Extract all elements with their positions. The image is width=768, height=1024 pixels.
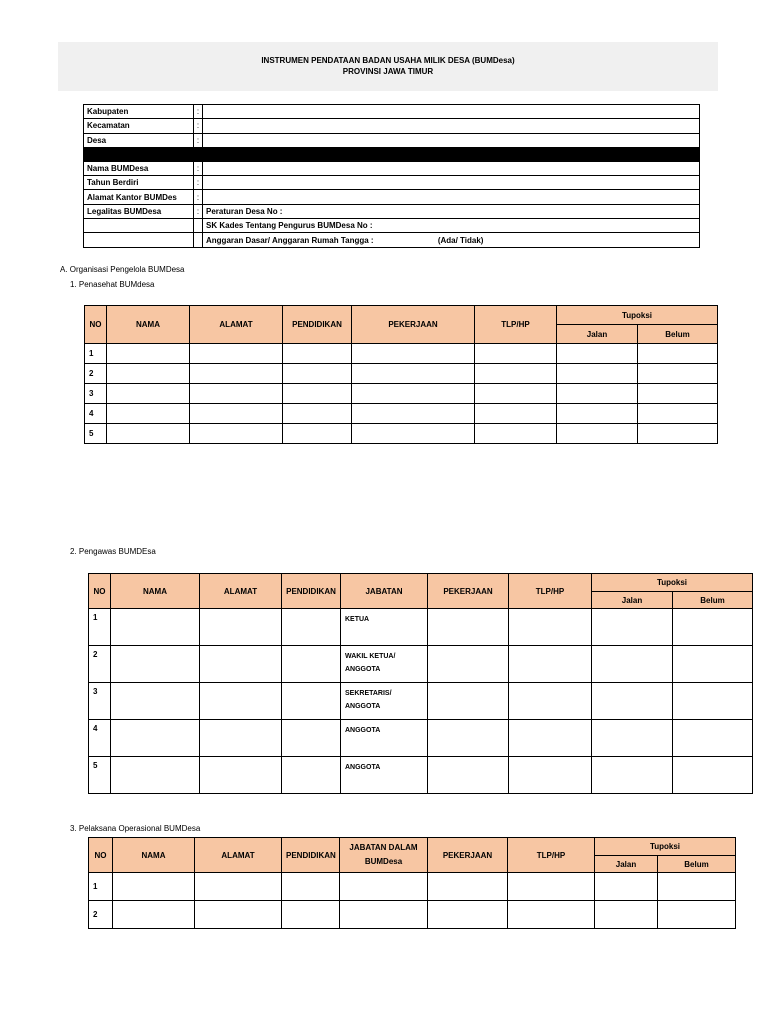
cell-jabatan: [341, 757, 428, 794]
cell-jalan[interactable]: [557, 384, 638, 404]
header-tlp: TLP/HP: [509, 574, 592, 609]
cell-pekerjaan[interactable]: [352, 424, 475, 444]
table-row: [89, 757, 753, 794]
cell-belum[interactable]: [658, 901, 736, 929]
cell-pendidikan[interactable]: [282, 609, 341, 646]
table-row: [89, 646, 753, 683]
cell-pendidikan[interactable]: [283, 384, 352, 404]
cell-belum[interactable]: [638, 344, 718, 364]
cell-pekerjaan[interactable]: [428, 646, 509, 683]
identity-row-sk: [84, 219, 700, 233]
header-no: NO: [85, 306, 107, 344]
penasehat-title: 1. Penasehat BUMdesa: [70, 280, 155, 289]
cell-tlp[interactable]: [508, 901, 595, 929]
cell-alamat[interactable]: [195, 901, 282, 929]
cell-belum[interactable]: [673, 720, 753, 757]
identity-row-kabupaten: [84, 105, 700, 119]
header-alamat: ALAMAT: [190, 306, 283, 344]
cell-nama[interactable]: [107, 384, 190, 404]
field-desa[interactable]: [203, 133, 700, 147]
pengawas-title: 2. Pengawas BUMDEsa: [70, 547, 156, 556]
identity-row-ad: [84, 233, 700, 247]
row-number: 4: [89, 720, 111, 757]
field-tahun-berdiri[interactable]: [203, 176, 700, 190]
colon: :: [194, 105, 203, 119]
cell-alamat[interactable]: [200, 683, 282, 720]
cell-pendidikan[interactable]: [283, 424, 352, 444]
table-header-row: [89, 838, 736, 856]
cell-jabatan: [341, 720, 428, 757]
empty-cell: [194, 233, 203, 247]
label-legalitas: Legalitas BUMDesa: [84, 204, 194, 218]
header-pendidikan: PENDIDIKAN: [283, 306, 352, 344]
cell-pendidikan[interactable]: [282, 720, 341, 757]
field-kecamatan[interactable]: [203, 119, 700, 133]
cell-tlp[interactable]: [509, 646, 592, 683]
cell-jabatan: [341, 683, 428, 720]
identity-row-legalitas: [84, 204, 700, 218]
cell-alamat[interactable]: [200, 609, 282, 646]
colon: :: [194, 161, 203, 175]
cell-tlp[interactable]: [475, 344, 557, 364]
jabatan-line: KETUA: [345, 616, 370, 623]
cell-jalan[interactable]: [592, 609, 673, 646]
header-tlp: TLP/HP: [508, 838, 595, 873]
identity-row-alamat: [84, 190, 700, 204]
identity-row-desa: [84, 133, 700, 147]
separator-bar: [84, 147, 700, 161]
cell-jalan[interactable]: [592, 683, 673, 720]
cell-pendidikan[interactable]: [282, 646, 341, 683]
header-belum: Belum: [673, 592, 753, 609]
table-row: [85, 364, 718, 384]
cell-belum[interactable]: [638, 384, 718, 404]
header-jalan: Jalan: [592, 592, 673, 609]
table-row: [85, 404, 718, 424]
cell-jalan[interactable]: [592, 720, 673, 757]
cell-alamat[interactable]: [190, 404, 283, 424]
document-subtitle: PROVINSI JAWA TIMUR: [342, 67, 434, 76]
header-nama: NAMA: [107, 306, 190, 344]
identity-table: [83, 104, 700, 248]
cell-jalan[interactable]: [557, 424, 638, 444]
cell-alamat[interactable]: [195, 873, 282, 901]
cell-pendidikan[interactable]: [283, 344, 352, 364]
cell-nama[interactable]: [111, 757, 200, 794]
cell-pekerjaan[interactable]: [428, 683, 509, 720]
header-nama: NAMA: [111, 574, 200, 609]
cell-pendidikan[interactable]: [283, 364, 352, 384]
cell-pendidikan[interactable]: [282, 757, 341, 794]
label-ada-tidak: (Ada/ Tidak): [437, 235, 484, 245]
header-pendidikan: PENDIDIKAN: [282, 838, 340, 873]
header-jalan: Jalan: [557, 325, 638, 344]
header-jabatan-line2: BUMDesa: [364, 857, 403, 866]
table-row: [89, 609, 753, 646]
row-number: 5: [89, 757, 111, 794]
row-number: 5: [85, 424, 107, 444]
label-nama-bumdesa: Nama BUMDesa: [84, 161, 194, 175]
table-row: [89, 683, 753, 720]
empty-cell: [194, 219, 203, 233]
cell-nama[interactable]: [111, 609, 200, 646]
cell-jabatan[interactable]: [340, 873, 428, 901]
separator-cell: [84, 147, 194, 161]
colon: :: [194, 204, 203, 218]
cell-alamat[interactable]: [190, 364, 283, 384]
cell-alamat[interactable]: [190, 344, 283, 364]
cell-pekerjaan[interactable]: [428, 757, 509, 794]
header-belum: Belum: [658, 856, 736, 873]
empty-cell: [84, 233, 194, 247]
cell-nama[interactable]: [113, 873, 195, 901]
header-tupoksi: Tupoksi: [557, 306, 718, 325]
table-row: [85, 384, 718, 404]
cell-nama[interactable]: [111, 683, 200, 720]
cell-pekerjaan[interactable]: [428, 901, 508, 929]
row-number: 2: [89, 646, 111, 683]
colon: :: [194, 190, 203, 204]
header-jalan: Jalan: [595, 856, 658, 873]
cell-jabatan: [341, 609, 428, 646]
jabatan-line: SEKRETARIS/: [345, 690, 392, 697]
penasehat-table: [84, 305, 718, 444]
cell-jalan[interactable]: [595, 901, 658, 929]
header-alamat: ALAMAT: [195, 838, 282, 873]
field-peraturan-desa[interactable]: Peraturan Desa No :: [203, 204, 700, 218]
cell-belum[interactable]: [638, 364, 718, 384]
table-header-row: [89, 574, 753, 592]
cell-tlp[interactable]: [509, 720, 592, 757]
cell-tlp[interactable]: [509, 609, 592, 646]
cell-tlp[interactable]: [508, 873, 595, 901]
cell-pekerjaan[interactable]: [352, 404, 475, 424]
colon: :: [194, 176, 203, 190]
table-row: [89, 873, 736, 901]
colon: :: [194, 133, 203, 147]
cell-jalan[interactable]: [592, 757, 673, 794]
empty-cell: [84, 219, 194, 233]
cell-belum[interactable]: [658, 873, 736, 901]
cell-tlp[interactable]: [509, 683, 592, 720]
row-number: 2: [85, 364, 107, 384]
cell-jalan[interactable]: [595, 873, 658, 901]
cell-nama[interactable]: [111, 646, 200, 683]
jabatan-line: ANGGOTA: [345, 703, 381, 710]
field-kabupaten[interactable]: [203, 105, 700, 119]
cell-nama[interactable]: [107, 424, 190, 444]
field-alamat-kantor[interactable]: [203, 190, 700, 204]
header-alamat: ALAMAT: [200, 574, 282, 609]
header-no: NO: [89, 574, 111, 609]
cell-belum[interactable]: [638, 404, 718, 424]
jabatan-line: ANGGOTA: [345, 764, 381, 771]
cell-pekerjaan[interactable]: [352, 364, 475, 384]
field-nama-bumdesa[interactable]: [203, 161, 700, 175]
row-number: 3: [89, 683, 111, 720]
header-nama: NAMA: [113, 838, 195, 873]
cell-pekerjaan[interactable]: [428, 720, 509, 757]
row-number: 1: [85, 344, 107, 364]
cell-jabatan: [341, 646, 428, 683]
cell-nama[interactable]: [111, 720, 200, 757]
cell-tlp[interactable]: [475, 384, 557, 404]
cell-belum[interactable]: [673, 757, 753, 794]
document-title: INSTRUMEN PENDATAAN BADAN USAHA MILIK DESA (BUMDesa): [261, 56, 515, 65]
header-belum: Belum: [638, 325, 718, 344]
row-number: 1: [89, 609, 111, 646]
pelaksana-title: 3. Pelaksana Operasional BUMDesa: [70, 824, 201, 833]
cell-jalan[interactable]: [592, 646, 673, 683]
identity-row-tahun: [84, 176, 700, 190]
cell-jalan[interactable]: [557, 364, 638, 384]
jabatan-line: WAKIL KETUA/: [345, 653, 396, 660]
field-anggaran-dasar[interactable]: [203, 233, 700, 247]
row-number: 2: [89, 901, 113, 929]
cell-tlp[interactable]: [475, 404, 557, 424]
header-tupoksi: Tupoksi: [592, 574, 753, 592]
cell-pendidikan[interactable]: [282, 901, 340, 929]
cell-nama[interactable]: [107, 364, 190, 384]
cell-belum[interactable]: [673, 646, 753, 683]
pelaksana-table: [88, 837, 736, 929]
colon: :: [194, 119, 203, 133]
label-kabupaten: Kabupaten: [84, 105, 194, 119]
label-anggaran-dasar: Anggaran Dasar/ Anggaran Rumah Tangga :: [206, 235, 374, 245]
cell-pekerjaan[interactable]: [428, 609, 509, 646]
header-tupoksi: Tupoksi: [595, 838, 736, 856]
cell-belum[interactable]: [638, 424, 718, 444]
header-jabatan-line1: JABATAN DALAM: [349, 843, 418, 852]
cell-pekerjaan[interactable]: [352, 384, 475, 404]
label-desa: Desa: [84, 133, 194, 147]
cell-jalan[interactable]: [557, 344, 638, 364]
field-sk-kades[interactable]: SK Kades Tentang Pengurus BUMDesa No :: [203, 219, 700, 233]
header-tlp: TLP/HP: [475, 306, 557, 344]
cell-belum[interactable]: [673, 683, 753, 720]
table-row: [89, 901, 736, 929]
table-row: [85, 424, 718, 444]
pengawas-table: [88, 573, 753, 794]
cell-alamat[interactable]: [190, 384, 283, 404]
cell-pendidikan[interactable]: [282, 683, 341, 720]
cell-nama[interactable]: [107, 344, 190, 364]
cell-nama[interactable]: [107, 404, 190, 424]
row-number: 4: [85, 404, 107, 424]
header-no: NO: [89, 838, 113, 873]
label-alamat-kantor: Alamat Kantor BUMDes: [84, 190, 194, 204]
cell-pendidikan[interactable]: [283, 404, 352, 424]
cell-jalan[interactable]: [557, 404, 638, 424]
cell-pendidikan[interactable]: [282, 873, 340, 901]
cell-alamat[interactable]: [190, 424, 283, 444]
cell-pekerjaan[interactable]: [428, 873, 508, 901]
cell-alamat[interactable]: [200, 646, 282, 683]
section-a-title: A. Organisasi Pengelola BUMDesa: [60, 265, 185, 274]
table-row: [85, 344, 718, 364]
identity-row-nama: [84, 161, 700, 175]
header-pendidikan: PENDIDIKAN: [282, 574, 341, 609]
cell-belum[interactable]: [673, 609, 753, 646]
header-pekerjaan: PEKERJAAN: [352, 306, 475, 344]
label-kecamatan: Kecamatan: [84, 119, 194, 133]
document-header: [58, 42, 718, 91]
row-number: 1: [89, 873, 113, 901]
cell-alamat[interactable]: [200, 720, 282, 757]
jabatan-line: ANGGOTA: [345, 666, 381, 673]
cell-tlp[interactable]: [475, 424, 557, 444]
separator-cell: [203, 147, 700, 161]
cell-alamat[interactable]: [200, 757, 282, 794]
jabatan-line: ANGGOTA: [345, 727, 381, 734]
cell-tlp[interactable]: [475, 364, 557, 384]
cell-nama[interactable]: [113, 901, 195, 929]
identity-row-kecamatan: [84, 119, 700, 133]
table-row: [89, 720, 753, 757]
separator-cell: [194, 147, 203, 161]
header-pekerjaan: PEKERJAAN: [428, 574, 509, 609]
label-tahun-berdiri: Tahun Berdiri: [84, 176, 194, 190]
table-header-row: [85, 306, 718, 325]
cell-tlp[interactable]: [509, 757, 592, 794]
header-jabatan-dalam-bumdesa: [340, 838, 428, 873]
header-jabatan: JABATAN: [341, 574, 428, 609]
cell-jabatan[interactable]: [340, 901, 428, 929]
row-number: 3: [85, 384, 107, 404]
header-pekerjaan: PEKERJAAN: [428, 838, 508, 873]
cell-pekerjaan[interactable]: [352, 344, 475, 364]
